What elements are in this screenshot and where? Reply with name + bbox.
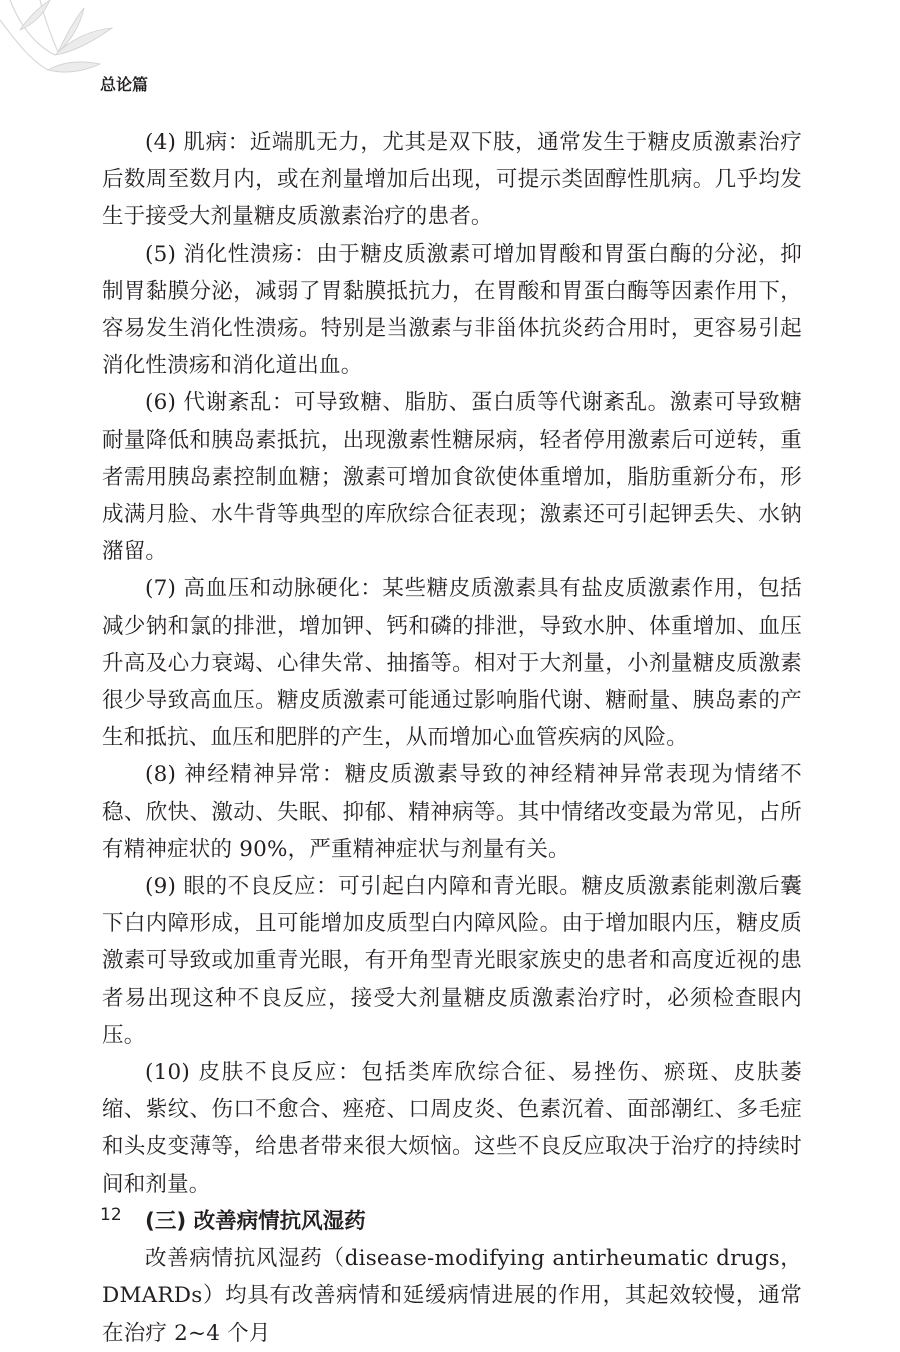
paragraph-peptic-ulcer: (5) 消化性溃疡：由于糖皮质激素可增加胃酸和胃蛋白酶的分泌，抑制胃黏膜分泌，减弱了胃黏膜抵抗力，在胃酸和胃蛋白酶等因素作用下，容易发生消化性溃疡。特别是当激素与非甾体抗炎药合用时，更容易引起消化性溃疡和消化道出血。: [102, 241, 802, 379]
paragraph-myopathy: (4) 肌病：近端肌无力，尤其是双下肢，通常发生于糖皮质激素治疗后数周至数月内，或在剂量增加后出现，可提示类固醇性肌病。几乎均发生于接受大剂量糖皮质激素治疗的患者。: [102, 130, 802, 230]
running-head: 总论篇: [100, 75, 149, 94]
body-text: [102, 124, 802, 1352]
paragraph-neuropsychiatric: (8) 神经精神异常：糖皮质激素导致的神经精神异常表现为情绪不稳、欣快、激动、失眠、抑郁、精神病等。其中情绪改变最为常见，占所有精神症状的 90%，严重精神症状与剂量有关。: [102, 762, 802, 862]
paragraph-dmards: 改善病情抗风湿药（disease-modifying antirheumatic drugs，DMARDs）均具有改善病情和延缓病情进展的作用，其起效较慢，通常在治疗 2~4 个月: [102, 1246, 802, 1346]
paragraph-skin: (10) 皮肤不良反应：包括类库欣综合征、易挫伤、瘀斑、皮肤萎缩、紫纹、伤口不愈合、痤疮、口周皮炎、色素沉着、面部潮红、多毛症和头皮变薄等，给患者带来很大烦恼。这些不良反应取决于治疗的持续时间和剂量。: [102, 1060, 802, 1197]
paragraph-hypertension: (7) 高血压和动脉硬化：某些糖皮质激素具有盐皮质激素作用，包括减少钠和氯的排泄，增加钾、钙和磷的排泄，导致水肿、体重增加、血压升高及心力衰竭、心律失常、抽搐等。相对于大剂量，小剂量糖皮质激素很少导致高血压。糖皮质激素可能通过影响脂代谢、糖耐量、胰岛素的产生和抵抗、血压和肥胖的产生，从而增加心血管疾病的风险。: [102, 576, 802, 751]
section-heading: (三) 改善病情抗风湿药: [145, 1208, 366, 1234]
paragraph-metabolic-disorder: (6) 代谢紊乱：可导致糖、脂肪、蛋白质等代谢紊乱。激素可导致糖耐量降低和胰岛素抵抗，出现激素性糖尿病，轻者停用激素后可逆转，重者需用胰岛素控制血糖；激素可增加食欲使体重增加，脂肪重新分布，形成满月脸、水牛背等典型的库欣综合征表现；激素还可引起钾丢失、水钠潴留。: [102, 390, 802, 565]
page-number: 12: [100, 1205, 122, 1225]
paragraph-ocular: (9) 眼的不良反应：可引起白内障和青光眼。糖皮质激素能刺激后囊下白内障形成，且可能增加皮质型白内障风险。由于增加眼内压，糖皮质激素可导致或加重青光眼，有开角型青光眼家族史的患者和高度近视的患者易出现这种不良反应，接受大剂量糖皮质激素治疗时，必须检查眼内压。: [102, 874, 802, 1048]
